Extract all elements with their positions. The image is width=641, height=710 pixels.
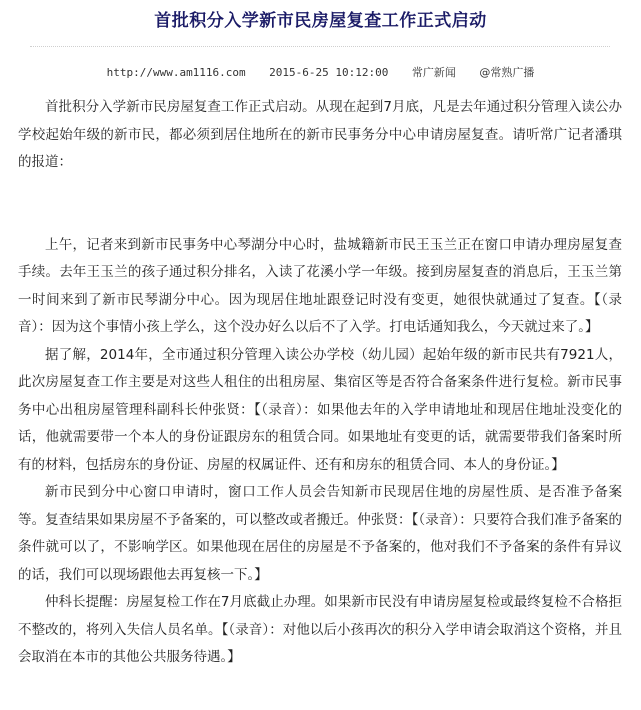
title-divider xyxy=(30,46,610,47)
article-title: 首批积分入学新市民房屋复查工作正式启动 xyxy=(154,11,487,31)
publish-datetime: 2015-6-25 10:12:00 xyxy=(269,66,389,79)
author-tag: @常熟广播 xyxy=(479,66,535,79)
article-paragraph: 据了解，2014年，全市通过积分管理入读公办学校（幼儿园）起始年级的新市民共有7921人，此次房屋复查工作主要是对这些人租住的出租房屋、集宿区等是否符合备案条件进行复检。新市民事务中心出租房屋管理科副科长仲张贤：【（录音）：如果他去年的入学申请地址和现居住地址没变化的话，他就需要带一个本人的身份证跟房东的租赁合同。如果地址有变更的话，就需要带我们备案时所有的材料，包括房东的身份证、房屋的权属证件、还有和房东的租赁合同、本人的身份证。】 xyxy=(18,346,622,473)
article-paragraph: 首批积分入学新市民房屋复查工作正式启动。从现在起到7月底，凡是去年通过积分管理入读公办学校起始年级的新市民，都必须到居住地所在的新市民事务分中心申请房屋复查。请听常广记者潘琪的报道： xyxy=(18,99,622,170)
paragraph-gap xyxy=(18,177,622,232)
news-source: 常广新闻 xyxy=(411,66,456,79)
article-body xyxy=(18,94,622,672)
article-paragraph: 上午，记者来到新市民事务中心琴湖分中心时，盐城籍新市民王玉兰正在窗口申请办理房屋复查手续。去年王玉兰的孩子通过积分排名，入读了花溪小学一年级。接到房屋复查的消息后，王玉兰第一时间来到了新市民琴湖分中心。因为现居住地址跟登记时没有变更，她很快就通过了复查。【（录音）：因为这个事情小孩上学么，这个没办好么以后不了入学。打电话通知我么，今天就过来了。】 xyxy=(18,236,622,335)
article-paragraph: 新市民到分中心窗口申请时，窗口工作人员会告知新市民现居住地的房屋性质、是否准予备案等。复查结果如果房屋不予备案的，可以整改或者搬迁。仲张贤：【（录音）：只要符合我们准予备案的条件就可以了，不影响学区。如果他现在居住的房屋是不予备案的，他对我们不予备案的条件有异议的话，我们可以现场跟他去再复核一下。】 xyxy=(18,484,622,583)
article-meta xyxy=(0,64,641,80)
source-url[interactable]: http://www.am1116.com xyxy=(106,66,246,79)
article-paragraph: 仲科长提醒：房屋复检工作在7月底截止办理。如果新市民没有申请房屋复检或最终复检不合格拒不整改的，将列入失信人员名单。【（录音）：对他以后小孩再次的积分入学申请会取消这个资格，并且会取消在本市的其他公共服务待遇。】 xyxy=(18,594,622,665)
